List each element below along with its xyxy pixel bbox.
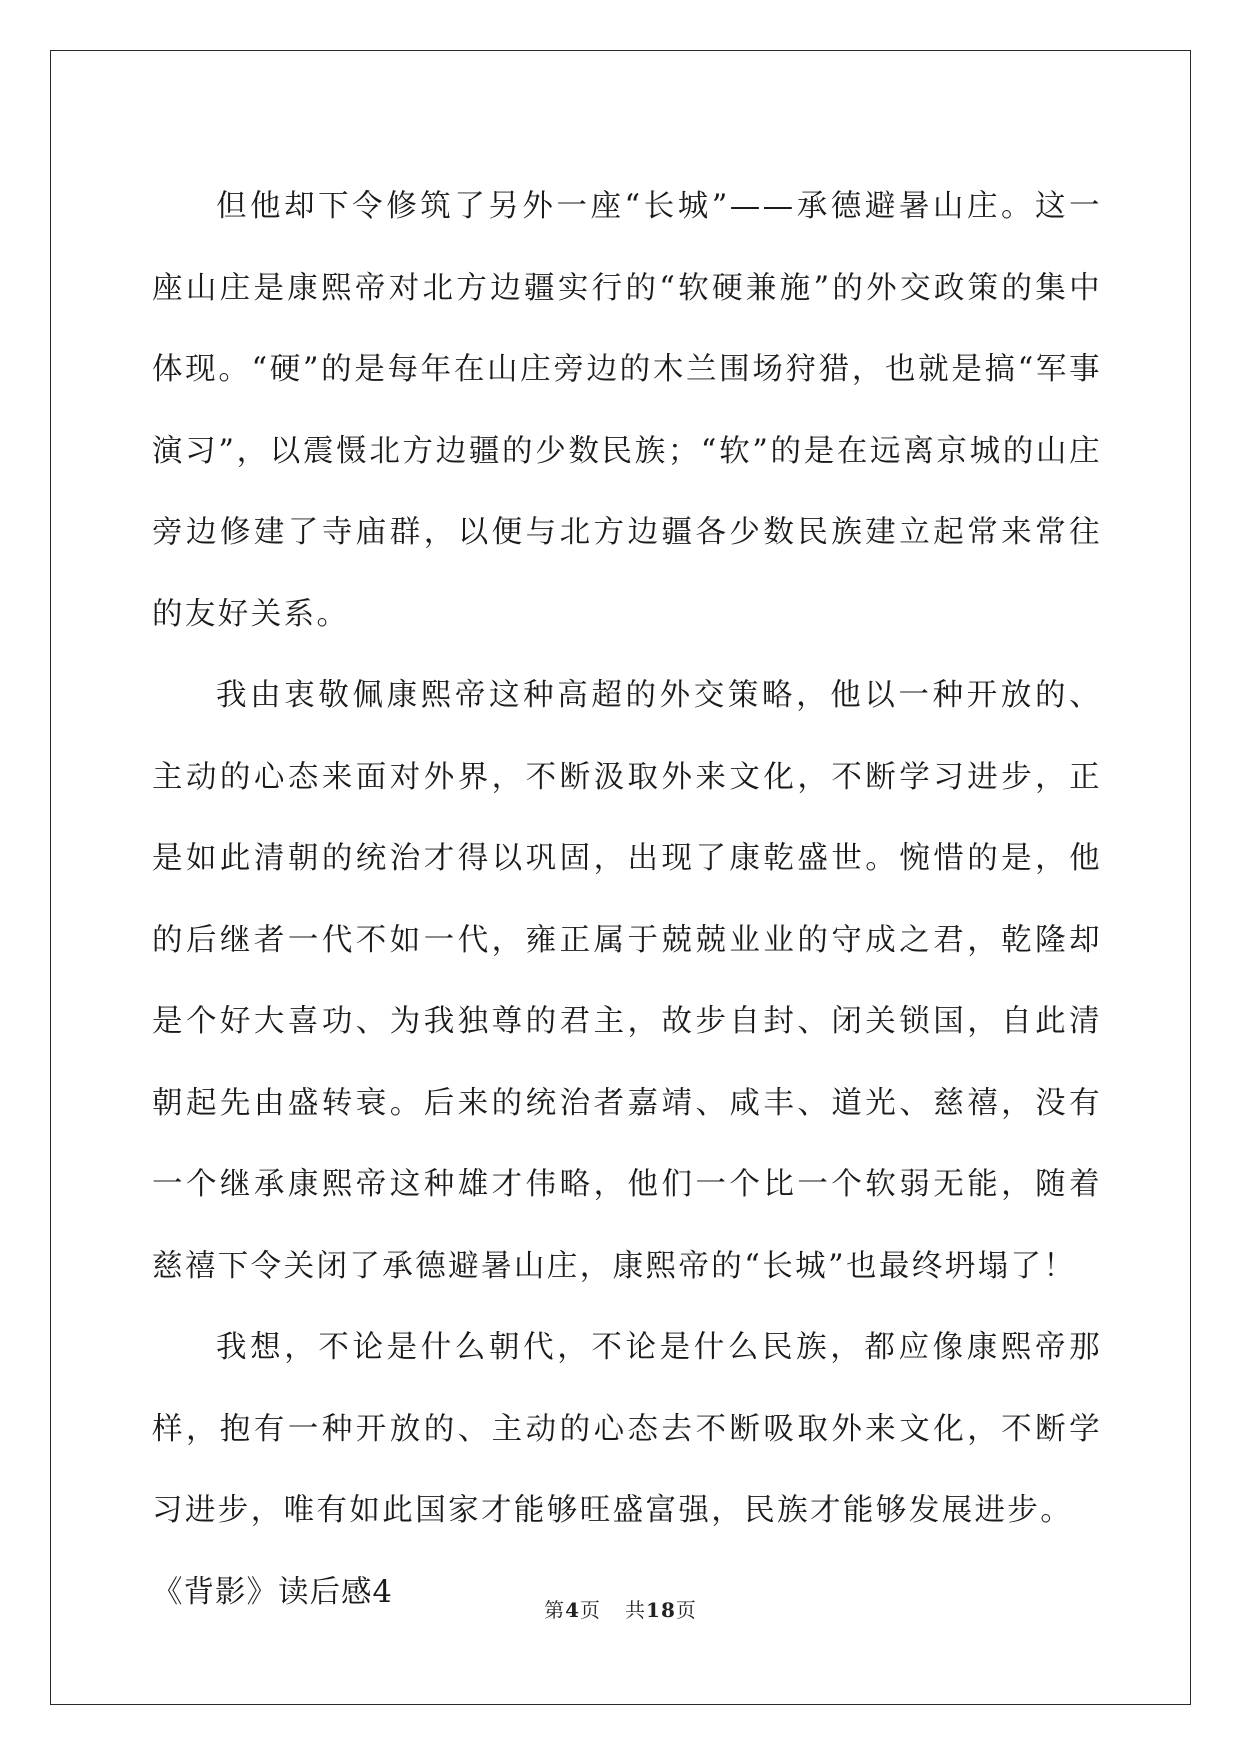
footer-page-prefix: 第 (544, 1598, 566, 1622)
paragraph-1: 但他却下令修筑了另外一座“长城”——承德避暑山庄。这一座山庄是康熙帝对北方边疆实行的“软硬兼施”的外交政策的集中体现。“硬”的是每年在山庄旁边的木兰围场狩猎，也就是搞“军事演习”，以震慑北方边疆的少数民族；“软”的是在远离京城的山庄旁边修建了寺庙群，以便与北方边疆各少数民族建立起常来常往的友好关系。 (152, 189, 1102, 632)
section-heading: 《背影》读后感4 (152, 1574, 393, 1610)
paragraph-2: 我由衷敬佩康熙帝这种高超的外交策略，他以一种开放的、主动的心态来面对外界，不断汲取外来文化，不断学习进步，正是如此清朝的统治才得以巩固，出现了康乾盛世。惋惜的是，他的后继者一代不如一代，雍正属于兢兢业业的守成之君，乾隆却是个好大喜功、为我独尊的君主，故步自封、闭关锁国，自此清朝起先由盛转衰。后来的统治者嘉靖、咸丰、道光、慈禧，没有一个继承康熙帝这种雄才伟略，他们一个比一个软弱无能，随着慈禧下令关闭了承德避暑山庄，康熙帝的“长城”也最终坍塌了！ (152, 678, 1102, 1284)
footer-total-suffix: 页 (675, 1598, 697, 1622)
footer-page-suffix: 页 (580, 1598, 602, 1622)
page-footer (0, 1594, 1241, 1623)
footer-total-pages: 18 (646, 1598, 676, 1622)
document-body (152, 166, 1102, 1633)
footer-page-number: 4 (565, 1598, 581, 1622)
paragraph-3: 我想，不论是什么朝代，不论是什么民族，都应像康熙帝那样，抱有一种开放的、主动的心态去不断吸取外来文化，不断学习进步，唯有如此国家才能够旺盛富强，民族才能够发展进步。 (152, 1330, 1102, 1528)
footer-total-prefix: 共 (625, 1598, 647, 1622)
